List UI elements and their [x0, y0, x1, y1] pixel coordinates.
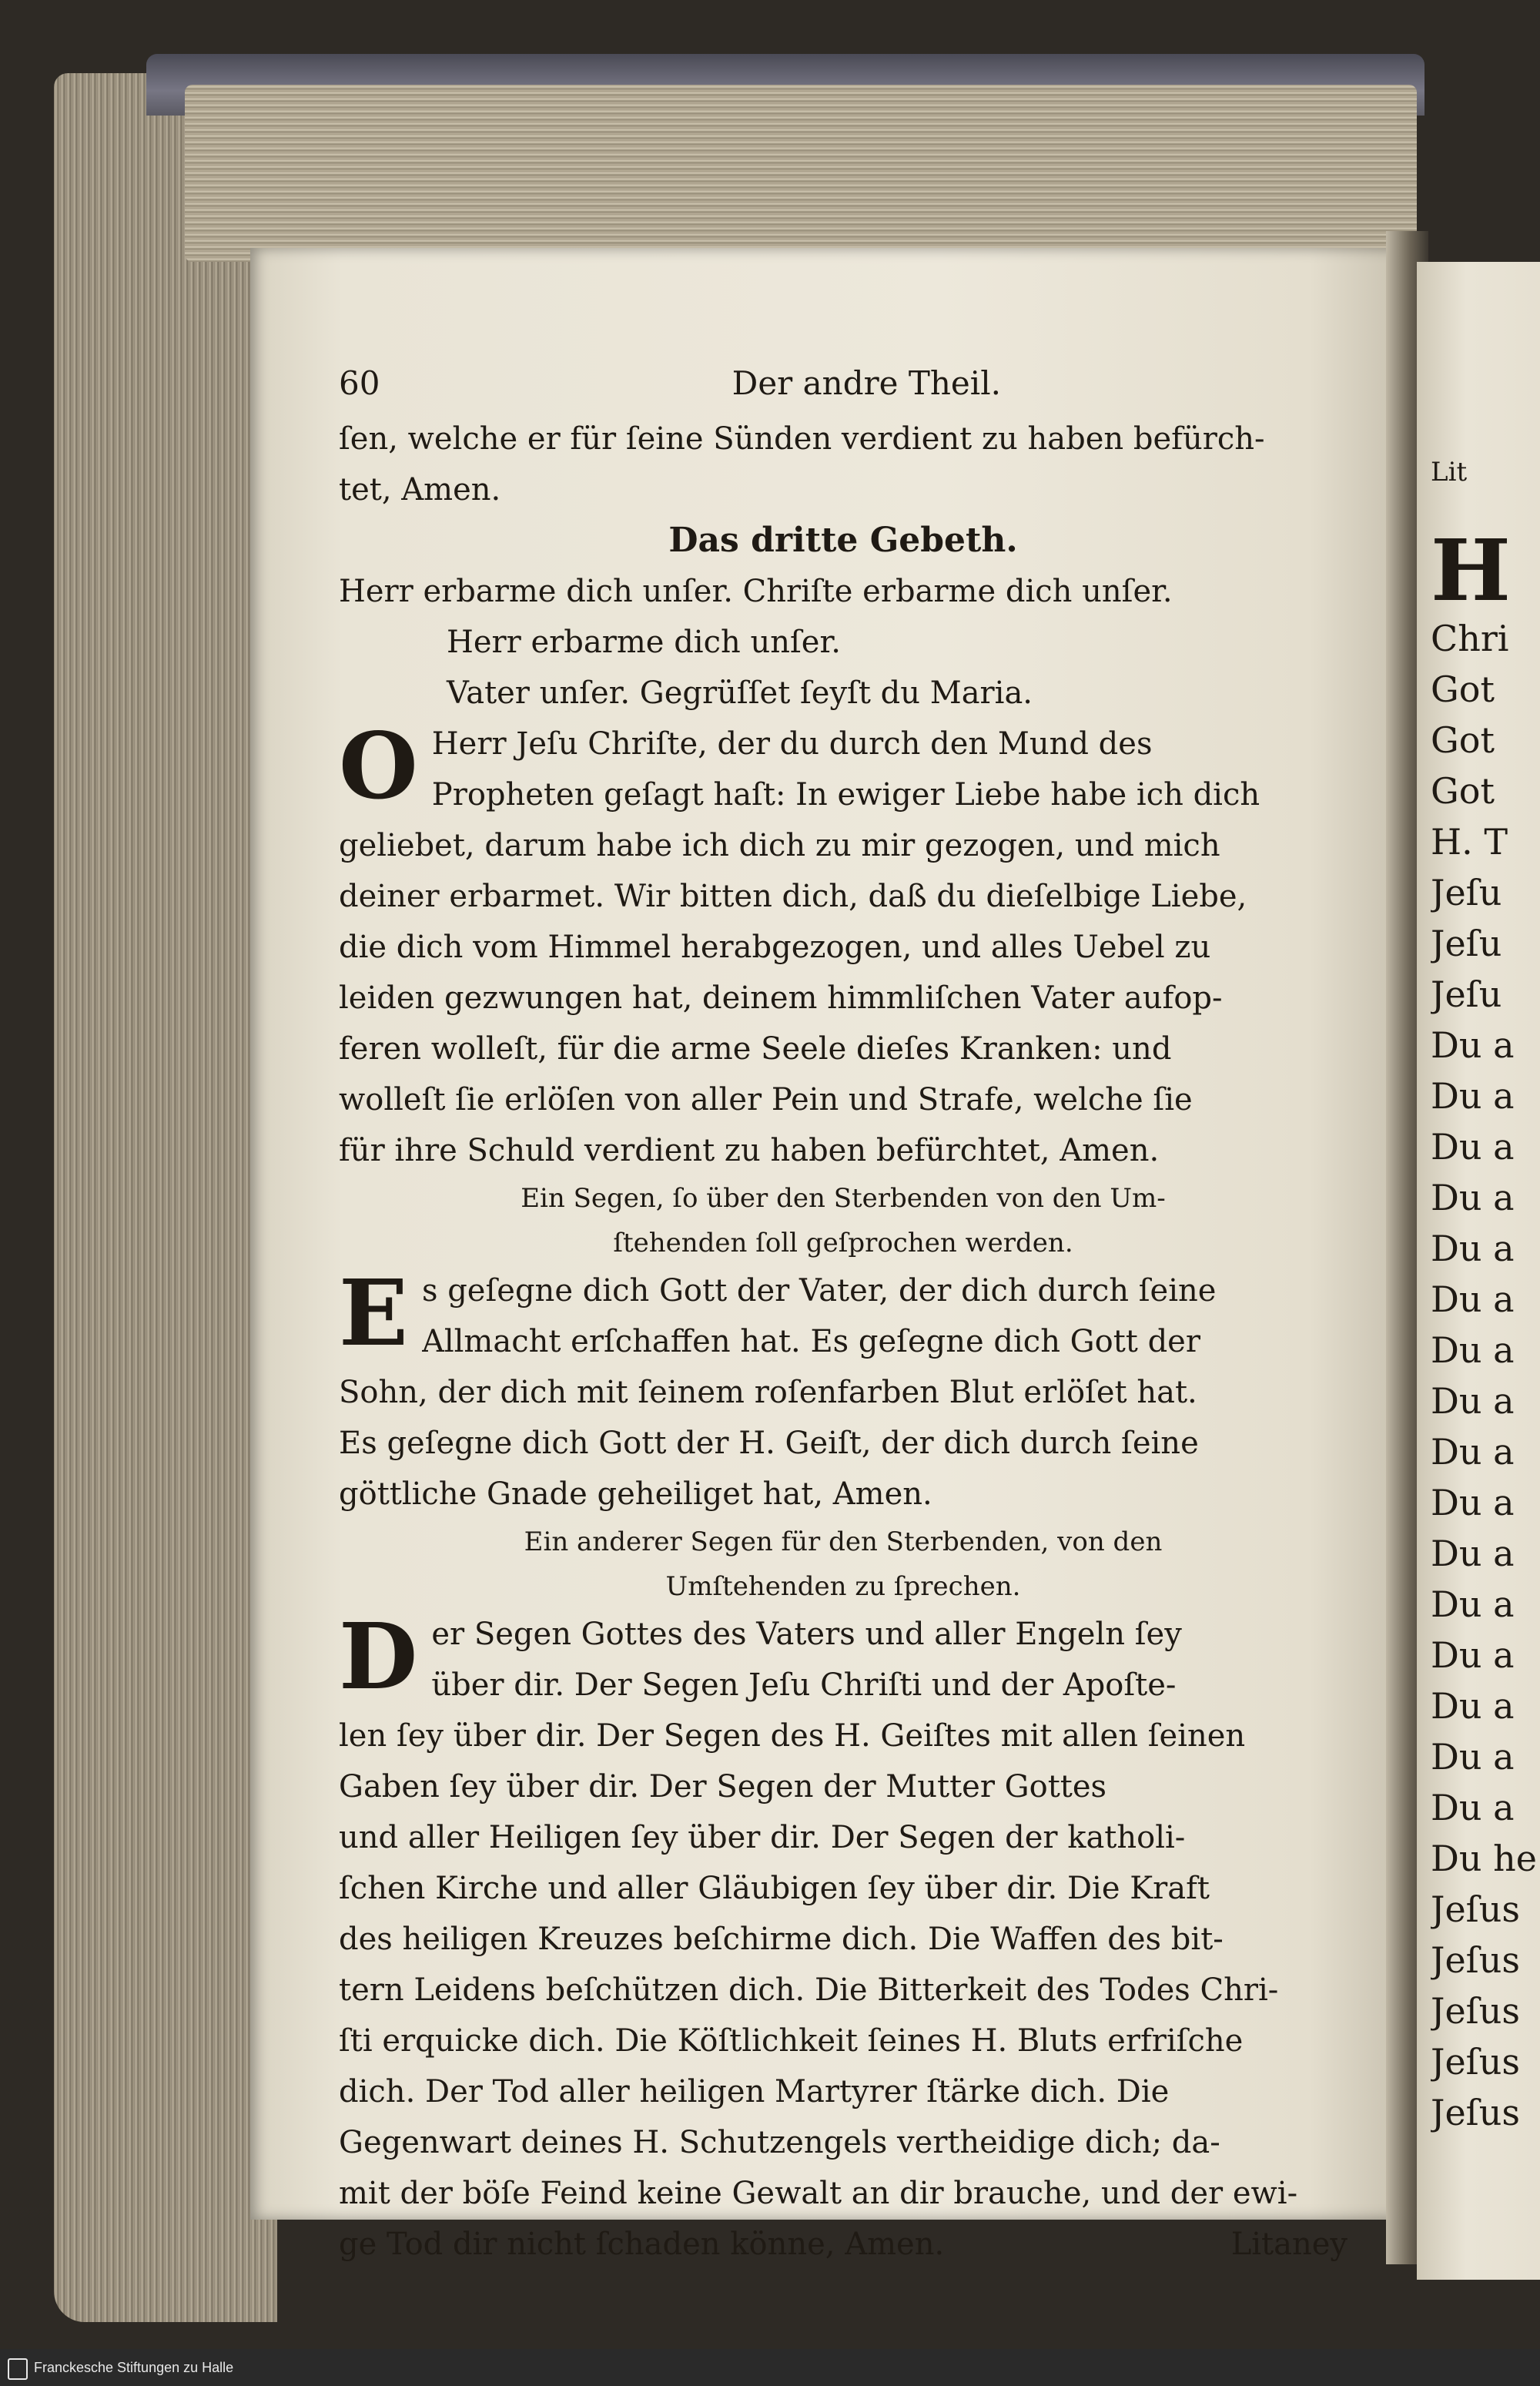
footer-credit: Franckesche Stiftungen zu Halle — [34, 2360, 234, 2375]
text-line: Herr Jeſu Chriſte, der du durch den Mund des — [431, 726, 1153, 762]
institution-logo-icon — [8, 2358, 28, 2380]
right-page-line: Jeſus — [1431, 2092, 1520, 2133]
text-line: über dir. Der Segen Jeſu Chriſti und der Apoſte- — [431, 1667, 1177, 1703]
catchword: Litaney — [1230, 2227, 1348, 2262]
right-drop-cap: H — [1431, 521, 1511, 620]
right-page-line: Got — [1431, 669, 1495, 710]
right-page-line: Jeſu — [1431, 974, 1502, 1015]
right-page-line: Du a — [1431, 1177, 1515, 1218]
text-line: geliebet, darum habe ich dich zu mir gezogen, und mich — [339, 828, 1220, 863]
text-line: wolleſt ſie erlöſen von aller Pein und Strafe, welche ſie — [339, 1082, 1193, 1118]
text-line: Sohn, der dich mit ſeinem roſenfarben Blut erlöſet hat. — [339, 1375, 1197, 1410]
right-page-line: Du a — [1431, 1482, 1515, 1523]
right-page-line: Du a — [1431, 1329, 1515, 1371]
blessing-paragraph — [339, 1609, 1348, 2219]
blessing-title: ſtehenden ſoll geſprochen werden. — [613, 1228, 1073, 1258]
drop-cap: E — [339, 1265, 408, 1366]
text-line: für ihre Schuld verdient zu haben befürchtet, Amen. — [339, 1133, 1160, 1168]
drop-cap: O — [339, 719, 418, 819]
right-page-line: Du a — [1431, 1228, 1515, 1269]
prayer-paragraph — [339, 719, 1348, 1176]
page-header — [339, 358, 1001, 409]
text-line: Allmacht erſchaffen hat. Es geſegne dich Gott der — [421, 1324, 1200, 1359]
text-line: ſti erquicke dich. Die Köſtlichkeit ſeines H. Bluts erfriſche — [339, 2023, 1244, 2059]
text-line: er Segen Gottes des Vaters und aller Engeln ſey — [431, 1617, 1182, 1652]
page-edges-top — [185, 85, 1417, 262]
right-page-line: Du a — [1431, 1075, 1515, 1117]
litany-line: Herr erbarme dich unſer. — [447, 625, 841, 660]
right-page-line: Du a — [1431, 1533, 1515, 1574]
text-line: dich. Der Tod aller heiligen Martyrer ſtärke dich. Die — [339, 2074, 1170, 2110]
right-page-line: Du a — [1431, 1024, 1515, 1066]
blessing-title: Ein Segen, ſo über den Sterbenden von den Um- — [521, 1183, 1166, 1214]
text-line: ſen, welche er für ſeine Sünden verdient zu haben befürch- — [339, 421, 1265, 457]
text-line: leiden gezwungen hat, deinem himmliſchen Vater aufop- — [339, 980, 1223, 1016]
right-page-line: Got — [1431, 770, 1495, 812]
right-page-line: Got — [1431, 719, 1495, 761]
text-line: Propheten geſagt haſt: In ewiger Liebe habe ich dich — [431, 777, 1260, 813]
text-line: Gegenwart deines H. Schutzengels vertheidige dich; da- — [339, 2125, 1220, 2160]
right-page-line: Du a — [1431, 1431, 1515, 1473]
right-page-line: Jeſus — [1431, 1990, 1520, 2032]
text-line: göttliche Gnade geheiliget hat, Amen. — [339, 1476, 932, 1512]
litany-line: Vater unſer. Gegrüſſet ſeyſt du Maria. — [447, 675, 1033, 711]
text-line: Es geſegne dich Gott der H. Geiſt, der dich durch ſeine — [339, 1426, 1199, 1461]
running-head: Der andre Theil. — [732, 364, 1001, 402]
text-line: tet, Amen. — [339, 472, 501, 508]
blessing-paragraph — [339, 1265, 1348, 1520]
text-line: len ſey über dir. Der Segen des H. Geiſtes mit allen ſeinen — [339, 1718, 1246, 1754]
litany-line: Herr erbarme dich unſer. Chriſte erbarme dich unſer. — [339, 574, 1173, 609]
blessing-title: Ein anderer Segen für den Sterbenden, von den — [524, 1526, 1163, 1557]
text-line: des heiligen Kreuzes beſchirme dich. Die Waffen des bit- — [339, 1922, 1224, 1957]
text-line: ſchen Kirche und aller Gläubigen ſey über dir. Die Kraft — [339, 1871, 1210, 1906]
right-running-head: Lit — [1431, 457, 1468, 488]
text-line: ge Tod dir nicht ſchaden könne, Amen. — [339, 2227, 945, 2262]
text-line: feren wolleſt, für die arme Seele dieſes Kranken: und — [339, 1031, 1172, 1067]
right-page-line: Du a — [1431, 1634, 1515, 1676]
right-page-line: Du he — [1431, 1838, 1537, 1879]
text-line: s geſegne dich Gott der Vater, der dich durch ſeine — [421, 1273, 1217, 1309]
page-edges-left — [54, 73, 277, 2322]
right-page-line: Du a — [1431, 1787, 1515, 1828]
right-page-line: Jeſu — [1431, 923, 1502, 964]
text-line: tern Leidens beſchützen dich. Die Bitterkeit des Todes Chri- — [339, 1972, 1279, 2008]
right-page-line: Du a — [1431, 1126, 1515, 1168]
drop-cap: D — [339, 1609, 418, 1710]
right-page-line: Du a — [1431, 1380, 1515, 1422]
text-line: deiner erbarmet. Wir bitten dich, daß du dieſelbige Liebe, — [339, 879, 1247, 914]
right-page-line: Chri — [1431, 618, 1509, 659]
page-number: 60 — [339, 364, 380, 402]
right-page-line: Du a — [1431, 1736, 1515, 1778]
right-page-line: Du a — [1431, 1583, 1515, 1625]
section-heading: Das dritte Gebeth. — [668, 521, 1018, 560]
right-page-line: Du a — [1431, 1278, 1515, 1320]
text-line: und aller Heiligen ſey über dir. Der Segen der katholi- — [339, 1820, 1186, 1855]
right-page-lines — [1431, 613, 1538, 2138]
left-page-text — [339, 358, 1348, 2270]
right-page-line: Du a — [1431, 1685, 1515, 1727]
right-page-line: H. T — [1431, 821, 1508, 863]
text-line: die dich vom Himmel herabgezogen, und alles Uebel zu — [339, 930, 1211, 965]
text-line: Gaben ſey über dir. Der Segen der Mutter Gottes — [339, 1769, 1107, 1805]
right-page-line: Jeſus — [1431, 1888, 1520, 1930]
text-line: mit der böſe Feind keine Gewalt an dir brauche, und der ewi- — [339, 2176, 1298, 2211]
right-page-text — [1431, 447, 1538, 2138]
right-page-line: Jeſus — [1431, 1939, 1520, 1981]
right-page-line: Jeſus — [1431, 2041, 1520, 2083]
footer-bar — [0, 2349, 1540, 2386]
blessing-title: Umſtehenden zu ſprechen. — [665, 1571, 1021, 1602]
right-page-line: Jeſu — [1431, 872, 1502, 913]
